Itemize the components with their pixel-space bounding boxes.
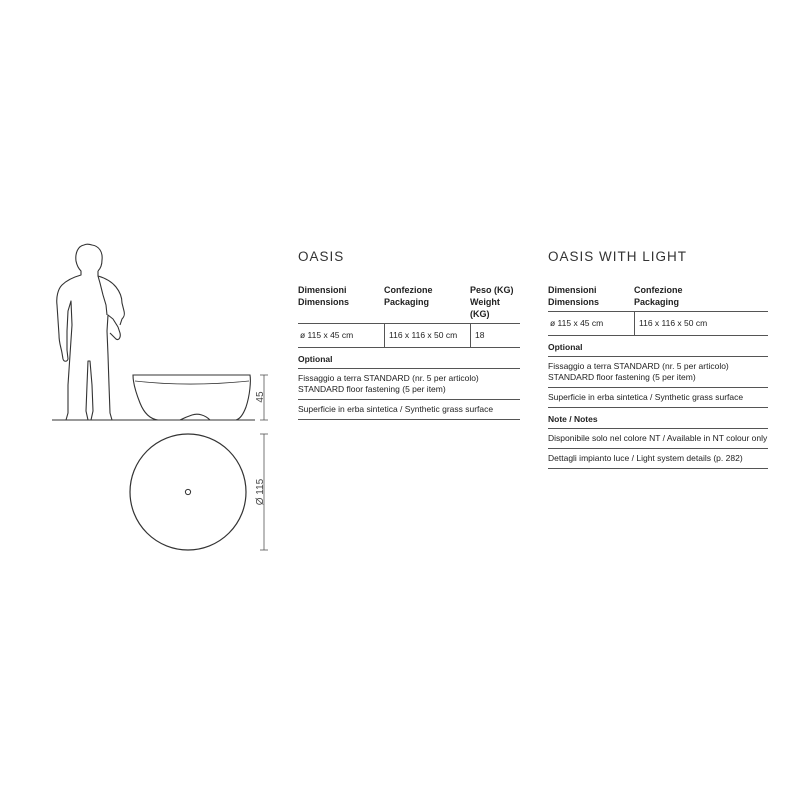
packaging-header: Confezione Packaging [634, 285, 683, 307]
optional-item: Fissaggio a terra STANDARD (nr. 5 per articolo) STANDARD floor fastening (5 per item) [298, 369, 520, 400]
optional-item: Fissaggio a terra STANDARD (nr. 5 per articolo) STANDARD floor fastening (5 per item) [548, 357, 768, 388]
height-dimension-label: 45 [255, 391, 266, 403]
optional-item: Superficie in erba sintetica / Synthetic grass surface [548, 388, 768, 408]
spec-values-row [298, 324, 520, 347]
oasis-with-light-spec-panel [548, 248, 768, 469]
weight-header: Peso (KG) Weight (KG) [470, 285, 514, 319]
drain-hole-icon [185, 489, 190, 494]
notes-heading: Note / Notes [548, 408, 768, 429]
spec-values-row [548, 312, 768, 335]
dimensions-header: Dimensioni Dimensions [298, 285, 350, 307]
product-title: OASIS [298, 249, 345, 264]
product-technical-drawing [40, 235, 290, 565]
spec-header-row [298, 284, 520, 324]
optional-heading: Optional [298, 348, 520, 369]
oasis-spec-panel [298, 248, 520, 420]
weight-value: 18 [470, 324, 518, 347]
note-item: Dettagli impianto luce / Light system details (p. 282) [548, 449, 768, 469]
optional-item: Superficie in erba sintetica / Synthetic grass surface [298, 400, 520, 420]
product-side-view [133, 375, 250, 420]
human-scale-figure-icon [57, 244, 125, 420]
dimensions-header: Dimensioni Dimensions [548, 285, 600, 307]
optional-heading: Optional [548, 336, 768, 357]
packaging-value: 116 x 116 x 50 cm [384, 324, 470, 347]
product-top-view [130, 434, 246, 550]
diameter-dimension-label: Ø 115 [255, 478, 266, 506]
dimensions-value: ø 115 x 45 cm [550, 318, 604, 328]
product-title: OASIS WITH LIGHT [548, 249, 688, 264]
packaging-value: 116 x 116 x 50 cm [634, 312, 720, 335]
dimensions-value: ø 115 x 45 cm [300, 330, 354, 340]
note-item: Disponibile solo nel colore NT / Available in NT colour only [548, 429, 768, 449]
spec-header-row [548, 284, 768, 312]
packaging-header: Confezione Packaging [384, 285, 433, 307]
